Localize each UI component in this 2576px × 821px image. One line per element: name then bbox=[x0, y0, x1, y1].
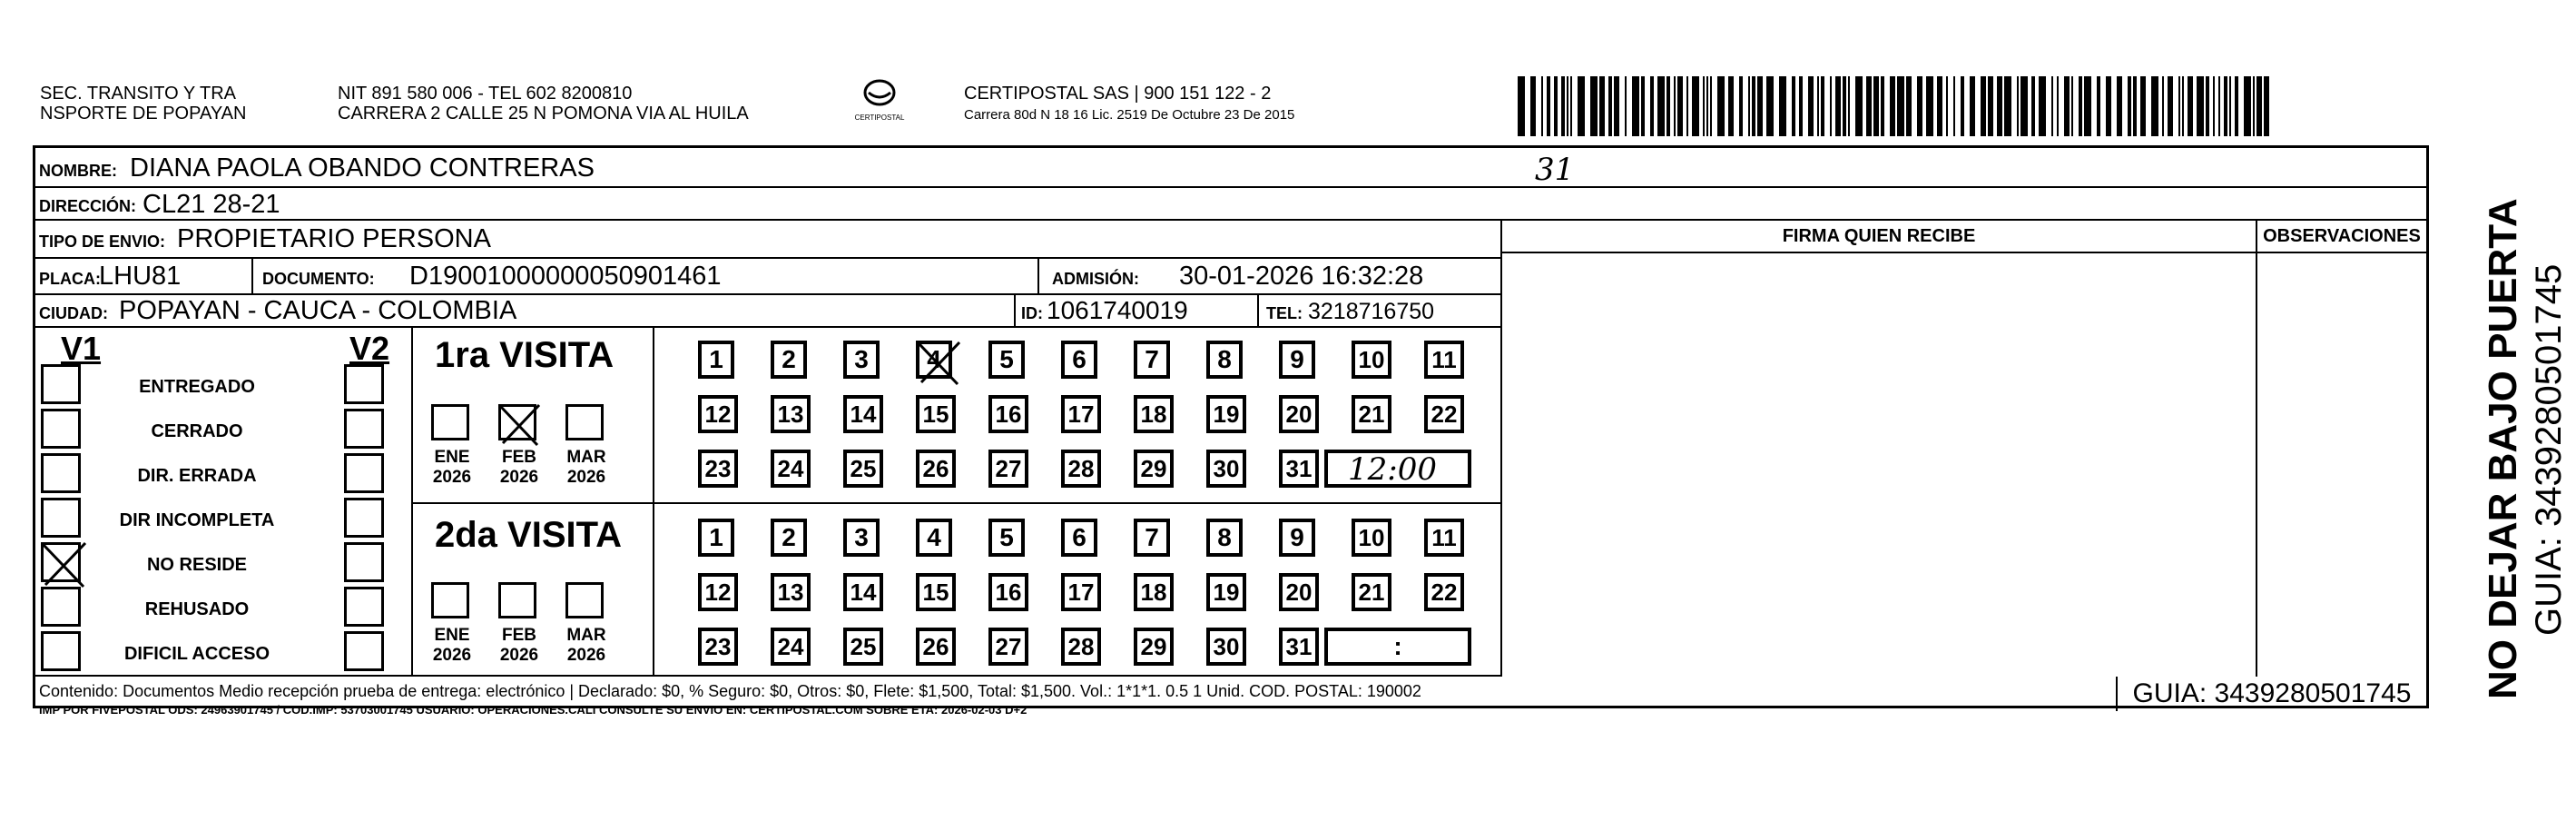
day-box[interactable]: 22 bbox=[1424, 573, 1464, 611]
day-box[interactable]: 28 bbox=[1061, 628, 1101, 666]
day-box[interactable]: 30 bbox=[1206, 450, 1246, 488]
day-box[interactable]: 6 bbox=[1061, 519, 1097, 557]
day-box[interactable]: 10 bbox=[1352, 341, 1391, 379]
v2-checkbox[interactable] bbox=[344, 409, 384, 449]
v1-checkbox[interactable] bbox=[41, 542, 81, 582]
visit-divider bbox=[653, 328, 654, 675]
month-checkbox[interactable] bbox=[565, 404, 604, 440]
observaciones-header: OBSERVACIONES bbox=[2257, 221, 2426, 253]
month-name: MAR bbox=[566, 448, 606, 467]
nombre-value: DIANA PAOLA OBANDO CONTRERAS bbox=[130, 153, 595, 183]
nombre-row bbox=[35, 148, 2426, 188]
day-box[interactable]: 23 bbox=[698, 628, 738, 666]
sender-line-1: SEC. TRANSITO Y TRA bbox=[40, 84, 236, 104]
v2-checkbox[interactable] bbox=[344, 587, 384, 627]
day-box[interactable]: 16 bbox=[988, 395, 1028, 433]
status-divider bbox=[411, 328, 413, 675]
day-box[interactable]: 19 bbox=[1206, 573, 1246, 611]
day-box[interactable]: 24 bbox=[771, 450, 811, 488]
v2-checkbox[interactable] bbox=[344, 364, 384, 404]
reason-label: ENTREGADO bbox=[139, 377, 255, 397]
day-box[interactable]: 4 bbox=[916, 519, 952, 557]
second-visit-time-box[interactable]: : bbox=[1324, 628, 1471, 666]
month-name: FEB bbox=[502, 626, 536, 645]
day-box[interactable]: 24 bbox=[771, 628, 811, 666]
tipo-label: TIPO DE ENVIO: bbox=[39, 232, 166, 251]
day-box[interactable]: 15 bbox=[916, 573, 956, 611]
day-box[interactable]: 29 bbox=[1134, 450, 1174, 488]
v2-checkbox[interactable] bbox=[344, 631, 384, 671]
day-box[interactable]: 10 bbox=[1352, 519, 1391, 557]
day-box[interactable]: 15 bbox=[916, 395, 956, 433]
day-box[interactable]: 25 bbox=[843, 450, 883, 488]
day-box[interactable]: 31 bbox=[1279, 450, 1319, 488]
firma-header: FIRMA QUIEN RECIBE bbox=[1502, 221, 2256, 253]
certipostal-logo-icon bbox=[853, 74, 906, 125]
tel-label: TEL: bbox=[1266, 304, 1303, 322]
v1-checkbox[interactable] bbox=[41, 364, 81, 404]
barcode bbox=[1518, 76, 2273, 136]
direccion-row bbox=[35, 188, 2426, 221]
day-box[interactable]: 11 bbox=[1424, 519, 1464, 557]
reason-label: DIR INCOMPLETA bbox=[119, 510, 275, 530]
day-box[interactable]: 25 bbox=[843, 628, 883, 666]
v2-checkbox[interactable] bbox=[344, 453, 384, 493]
month-name: MAR bbox=[566, 626, 606, 645]
day-box[interactable]: 18 bbox=[1134, 573, 1174, 611]
id-label: ID: bbox=[1021, 304, 1043, 322]
placa-row bbox=[35, 259, 1500, 295]
day-box[interactable]: 7 bbox=[1134, 341, 1170, 379]
month-checkbox[interactable] bbox=[498, 582, 536, 618]
day-box[interactable]: 13 bbox=[771, 573, 811, 611]
month-checkbox[interactable] bbox=[565, 582, 604, 618]
day-box[interactable]: 14 bbox=[843, 395, 883, 433]
carrier-line-2: Carrera 80d N 18 16 Lic. 2519 De Octubre 23 De 2015 bbox=[964, 107, 1295, 123]
day-box[interactable]: 16 bbox=[988, 573, 1028, 611]
day-box[interactable]: 22 bbox=[1424, 395, 1464, 433]
v2-checkbox[interactable] bbox=[344, 498, 384, 538]
day-box[interactable]: 12 bbox=[698, 395, 738, 433]
visit-split bbox=[411, 502, 1500, 504]
ciudad-label: CIUDAD: bbox=[39, 304, 108, 322]
day-box[interactable]: 8 bbox=[1206, 519, 1243, 557]
v2-checkbox[interactable] bbox=[344, 542, 384, 582]
v2-label: V2 bbox=[349, 330, 390, 367]
status-area bbox=[35, 328, 1500, 677]
first-visit-label: 1ra VISITA bbox=[435, 335, 615, 375]
ciudad-value: POPAYAN - CAUCA - COLOMBIA bbox=[119, 296, 517, 325]
sender-line-2: NSPORTE DE POPAYAN bbox=[40, 104, 247, 124]
x-mark-icon bbox=[914, 339, 963, 388]
month-checkbox[interactable] bbox=[498, 404, 536, 440]
day-box[interactable]: 2 bbox=[771, 519, 807, 557]
day-box[interactable]: 31 bbox=[1279, 628, 1319, 666]
day-box[interactable]: 6 bbox=[1061, 341, 1097, 379]
month-year: 2026 bbox=[499, 646, 539, 665]
day-box[interactable]: 5 bbox=[988, 519, 1025, 557]
day-box[interactable]: 2 bbox=[771, 341, 807, 379]
day-box[interactable]: 17 bbox=[1061, 395, 1101, 433]
id-value: 1061740019 bbox=[1047, 296, 1188, 324]
day-box[interactable]: 20 bbox=[1279, 395, 1319, 433]
month-name: ENE bbox=[434, 448, 470, 467]
tel-value: 3218716750 bbox=[1308, 299, 1435, 324]
day-box[interactable]: 26 bbox=[916, 450, 956, 488]
side-guia: GUIA: 3439280501745 bbox=[2529, 263, 2569, 636]
day-box[interactable]: 29 bbox=[1134, 628, 1174, 666]
day-box[interactable]: 11 bbox=[1424, 341, 1464, 379]
carrier-line-1: CERTIPOSTAL SAS | 900 151 122 - 2 bbox=[964, 84, 1272, 104]
day-box[interactable]: 1 bbox=[698, 519, 734, 557]
reason-label: DIR. ERRADA bbox=[137, 466, 257, 486]
day-box[interactable]: 23 bbox=[698, 450, 738, 488]
tel-divider bbox=[1257, 295, 1259, 328]
v1-checkbox[interactable] bbox=[41, 587, 81, 627]
day-box[interactable]: 28 bbox=[1061, 450, 1101, 488]
day-box[interactable]: 14 bbox=[843, 573, 883, 611]
admision-label: ADMISIÓN: bbox=[1052, 270, 1139, 288]
month-year: 2026 bbox=[432, 468, 472, 487]
month-year: 2026 bbox=[566, 468, 606, 487]
month-checkbox[interactable] bbox=[431, 582, 469, 618]
tipo-value: PROPIETARIO PERSONA bbox=[177, 224, 491, 253]
day-box[interactable]: 1 bbox=[698, 341, 734, 379]
footer-guia: GUIA: 3439280501745 bbox=[2116, 677, 2426, 711]
observaciones-column[interactable] bbox=[2257, 221, 2426, 677]
v1-checkbox[interactable] bbox=[41, 498, 81, 538]
first-visit-time: 12:00 bbox=[1348, 451, 1437, 488]
documento-value: D19001000000050901461 bbox=[409, 262, 722, 291]
day-box[interactable]: 27 bbox=[988, 450, 1028, 488]
direccion-label: DIRECCIÓN: bbox=[39, 197, 136, 215]
day-box[interactable]: 21 bbox=[1352, 395, 1391, 433]
reason-label: NO RESIDE bbox=[146, 555, 248, 575]
day-box[interactable]: 18 bbox=[1134, 395, 1174, 433]
day-box[interactable]: 3 bbox=[843, 519, 880, 557]
day-box[interactable]: 8 bbox=[1206, 341, 1243, 379]
day-box[interactable]: 19 bbox=[1206, 395, 1246, 433]
footer-imp-line: IMP POR FIVEPOSTAL ODS: 24963901745 / COD.IMP: 53703001745 USUARIO: OPERACIONES.CALI CONSULTE SU ENVIO EN: CERTIPOSTAL.COM SOBRE ETA: 2026-02-03 D+2 bbox=[39, 703, 1027, 717]
firma-column[interactable] bbox=[1500, 221, 2257, 677]
no-dejar-warning: NO DEJAR BAJO PUERTA bbox=[2481, 198, 2525, 699]
day-box[interactable]: 27 bbox=[988, 628, 1028, 666]
month-name: FEB bbox=[502, 448, 536, 467]
placa-label: PLACA: bbox=[39, 270, 101, 288]
id-divider bbox=[1014, 295, 1016, 328]
day-box[interactable]: 21 bbox=[1352, 573, 1391, 611]
placa-divider bbox=[251, 259, 253, 295]
month-year: 2026 bbox=[432, 646, 472, 665]
v1-checkbox[interactable] bbox=[41, 631, 81, 671]
v1-label: V1 bbox=[61, 330, 102, 367]
x-mark-icon bbox=[38, 539, 89, 590]
tipo-row bbox=[35, 221, 1500, 259]
v1-checkbox[interactable] bbox=[41, 409, 81, 449]
first-visit-time-box[interactable] bbox=[1324, 450, 1471, 488]
nombre-handwritten-note: 31 bbox=[1535, 152, 1575, 188]
day-box[interactable]: 5 bbox=[988, 341, 1025, 379]
day-box[interactable]: 12 bbox=[698, 573, 738, 611]
day-box[interactable]: 3 bbox=[843, 341, 880, 379]
placa-value: LHU81 bbox=[99, 262, 182, 291]
day-box[interactable]: 7 bbox=[1134, 519, 1170, 557]
reason-label: CERRADO bbox=[151, 421, 243, 441]
footer-content-line: Contenido: Documentos Medio recepción prueba de entrega: electrónico | Declarado: $0, % Seguro: $0, Otros: $0, Flete: $1,500, Total: $1,500. Vol.: 1*1*1. 0.5 1 Unid. COD. POSTAL: 190002 bbox=[39, 682, 1421, 700]
month-name: ENE bbox=[434, 626, 470, 645]
x-mark-icon bbox=[496, 401, 543, 449]
address-line: CARRERA 2 CALLE 25 N POMONA VIA AL HUILA bbox=[338, 104, 749, 124]
second-visit-label: 2da VISITA bbox=[435, 515, 622, 555]
month-year: 2026 bbox=[566, 646, 606, 665]
day-box[interactable]: 9 bbox=[1279, 341, 1315, 379]
reason-label: REHUSADO bbox=[144, 599, 250, 619]
month-checkbox[interactable] bbox=[431, 404, 469, 440]
documento-label: DOCUMENTO: bbox=[262, 270, 375, 288]
month-year: 2026 bbox=[499, 468, 539, 487]
nit-line: NIT 891 580 006 - TEL 602 8200810 bbox=[338, 84, 633, 104]
admision-divider bbox=[1037, 259, 1039, 295]
day-box[interactable]: 20 bbox=[1279, 573, 1319, 611]
logo-text: CERTIPOSTAL bbox=[854, 114, 905, 122]
day-box[interactable]: 30 bbox=[1206, 628, 1246, 666]
direccion-value: CL21 28-21 bbox=[143, 190, 280, 219]
day-box[interactable]: 9 bbox=[1279, 519, 1315, 557]
day-box[interactable]: 26 bbox=[916, 628, 956, 666]
ciudad-row bbox=[35, 295, 1500, 328]
reason-label: DIFICIL ACCESO bbox=[123, 644, 270, 664]
admision-value: 30-01-2026 16:32:28 bbox=[1179, 262, 1424, 291]
delivery-form bbox=[33, 145, 2429, 717]
sender-info-block bbox=[338, 84, 749, 124]
day-box[interactable]: 17 bbox=[1061, 573, 1101, 611]
sender-block bbox=[40, 84, 246, 124]
v1-checkbox[interactable] bbox=[41, 453, 81, 493]
day-box[interactable]: 13 bbox=[771, 395, 811, 433]
day-box[interactable]: 4 bbox=[916, 341, 952, 379]
nombre-label: NOMBRE: bbox=[39, 162, 117, 180]
